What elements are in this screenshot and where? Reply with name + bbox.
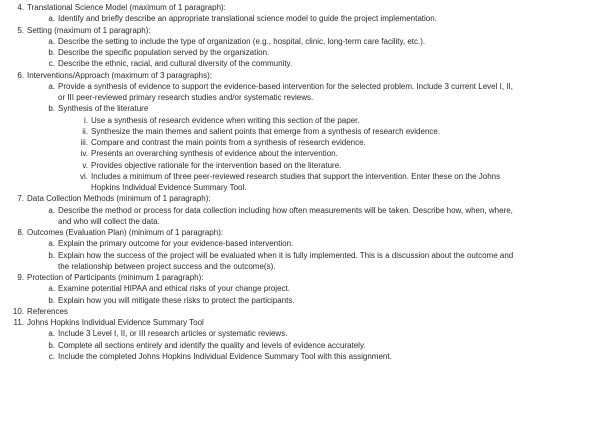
list-text: Hopkins Individual Evidence Summary Tool. bbox=[91, 183, 247, 192]
list-text: Includes a minimum of three peer-reviewed research studies that support the intervention. Enter these on the Johns bbox=[91, 171, 501, 181]
sub-list-item bbox=[0, 148, 600, 159]
list-text: Describe the setting to include the type of organization (e.g., hospital, clinic, long-term care facility, etc.). bbox=[58, 36, 426, 46]
list-text: Include the completed Johns Hopkins Individual Evidence Summary Tool with this assignment. bbox=[58, 351, 392, 361]
sub-list-item bbox=[0, 115, 600, 126]
list-number: b. bbox=[48, 340, 55, 350]
list-text: or III peer-reviewed primary research studies and/or systematic reviews. bbox=[58, 93, 314, 102]
list-text: Complete all sections entirely and identify the quality and levels of evidence accurately. bbox=[58, 340, 366, 350]
list-text: Presents an overarching synthesis of evidence about the intervention. bbox=[91, 149, 338, 159]
list-text: and who will collect the data. bbox=[58, 216, 160, 226]
list-number: 5. bbox=[17, 25, 24, 35]
list-item bbox=[0, 250, 600, 261]
sub-list-item-continuation bbox=[0, 182, 600, 193]
list-number: vi. bbox=[80, 171, 88, 181]
section-heading bbox=[0, 25, 600, 36]
list-item bbox=[0, 295, 600, 306]
list-text: Use a synthesis of research evidence when writing this section of the paper. bbox=[91, 115, 360, 125]
list-item bbox=[0, 238, 600, 249]
list-item-continuation bbox=[0, 216, 600, 227]
list-number: i. bbox=[84, 115, 88, 125]
list-item bbox=[0, 47, 600, 58]
list-item-continuation bbox=[0, 92, 600, 103]
list-item bbox=[0, 340, 600, 351]
list-text: the relationship between project success and the outcome(s). bbox=[58, 261, 276, 271]
list-number: 4. bbox=[17, 3, 24, 12]
list-text: Describe the ethnic, racial, and cultural diversity of the community. bbox=[58, 59, 293, 69]
list-text: Data Collection Methods (minimum of 1 paragraph): bbox=[27, 194, 211, 204]
section-heading bbox=[0, 70, 600, 81]
list-number: b. bbox=[48, 295, 55, 305]
list-number: a. bbox=[48, 36, 55, 46]
list-text: Identify and briefly describe an appropriate translational science model to guide the project implementation. bbox=[58, 14, 437, 24]
list-number: iv. bbox=[80, 149, 88, 159]
list-item bbox=[0, 351, 600, 362]
section-heading bbox=[0, 272, 600, 283]
list-item bbox=[0, 36, 600, 47]
list-item bbox=[0, 283, 600, 294]
list-number: 11. bbox=[13, 318, 24, 327]
list-text: Examine potential HIPAA and ethical risks of your change project. bbox=[58, 284, 290, 294]
list-text: Interventions/Approach (maximum of 3 paragraphs): bbox=[27, 70, 212, 80]
list-text: Setting (maximum of 1 paragraph): bbox=[27, 25, 151, 35]
list-item bbox=[0, 81, 600, 92]
list-number: b. bbox=[48, 48, 55, 57]
list-text: Translational Science Model (maximum of 1 paragraph): bbox=[27, 3, 226, 12]
list-number: ii. bbox=[82, 126, 88, 136]
list-text: Compare and contrast the main points from a synthesis of research evidence. bbox=[91, 138, 366, 147]
list-number: b. bbox=[48, 250, 55, 260]
list-text: Explain how the success of the project will be evaluated when it is fully implemented. This is a discussion about the outcome and bbox=[58, 250, 514, 260]
list-number: a. bbox=[48, 14, 55, 24]
sub-list-item bbox=[0, 137, 600, 148]
list-number: 6. bbox=[17, 70, 24, 80]
list-text: Johns Hopkins Individual Evidence Summary Tool bbox=[27, 318, 204, 327]
section-heading bbox=[0, 317, 600, 328]
list-text: Provides objective rationale for the intervention based on the literature. bbox=[91, 160, 342, 170]
list-number: v. bbox=[82, 160, 88, 170]
list-item bbox=[0, 13, 600, 24]
list-number: a. bbox=[48, 329, 55, 339]
list-number: 9. bbox=[17, 273, 24, 282]
list-number: a. bbox=[48, 81, 55, 91]
list-number: 10. bbox=[12, 306, 24, 316]
list-text: Describe the specific population served by the organization. bbox=[58, 48, 270, 57]
list-number: c. bbox=[48, 351, 55, 361]
list-number: 8. bbox=[17, 228, 24, 237]
list-number: a. bbox=[48, 284, 55, 294]
list-text: Explain the primary outcome for your evidence-based intervention. bbox=[58, 239, 294, 249]
section-heading bbox=[0, 227, 600, 238]
sub-list-item bbox=[0, 171, 600, 182]
list-item bbox=[0, 58, 600, 69]
list-number: a. bbox=[48, 239, 55, 249]
list-number: iii. bbox=[80, 138, 88, 147]
list-text: Protection of Participants (minimum 1 paragraph): bbox=[27, 273, 204, 282]
list-text: Provide a synthesis of evidence to support the evidence-based intervention for the selected problem. Include 3 current Level I, II, bbox=[58, 81, 513, 91]
list-item bbox=[0, 205, 600, 216]
list-number: a. bbox=[48, 205, 55, 215]
list-item bbox=[0, 103, 600, 114]
list-text: References bbox=[27, 306, 68, 316]
section-heading bbox=[0, 2, 600, 13]
list-item-continuation bbox=[0, 261, 600, 272]
list-text: Synthesize the main themes and salient points that emerge from a synthesis of research evidence. bbox=[91, 126, 441, 136]
sub-list-item bbox=[0, 126, 600, 137]
list-number: b. bbox=[48, 104, 55, 114]
list-item bbox=[0, 328, 600, 339]
list-number: 7. bbox=[17, 194, 24, 204]
section-heading bbox=[0, 193, 600, 204]
section-heading bbox=[0, 306, 600, 317]
list-text: Describe the method or process for data collection including how often measurements will be taken. Describe how, when, where, bbox=[58, 205, 513, 215]
list-text: Outcomes (Evaluation Plan) (minimum of 1 paragraph): bbox=[27, 228, 224, 237]
list-text: Synthesis of the literature bbox=[58, 104, 149, 114]
list-text: Explain how you will mitigate these risks to protect the participants. bbox=[58, 295, 295, 305]
list-number: c. bbox=[48, 59, 55, 69]
sub-list-item bbox=[0, 160, 600, 171]
list-text: Include 3 Level I, II, or III research articles or systematic reviews. bbox=[58, 329, 288, 339]
